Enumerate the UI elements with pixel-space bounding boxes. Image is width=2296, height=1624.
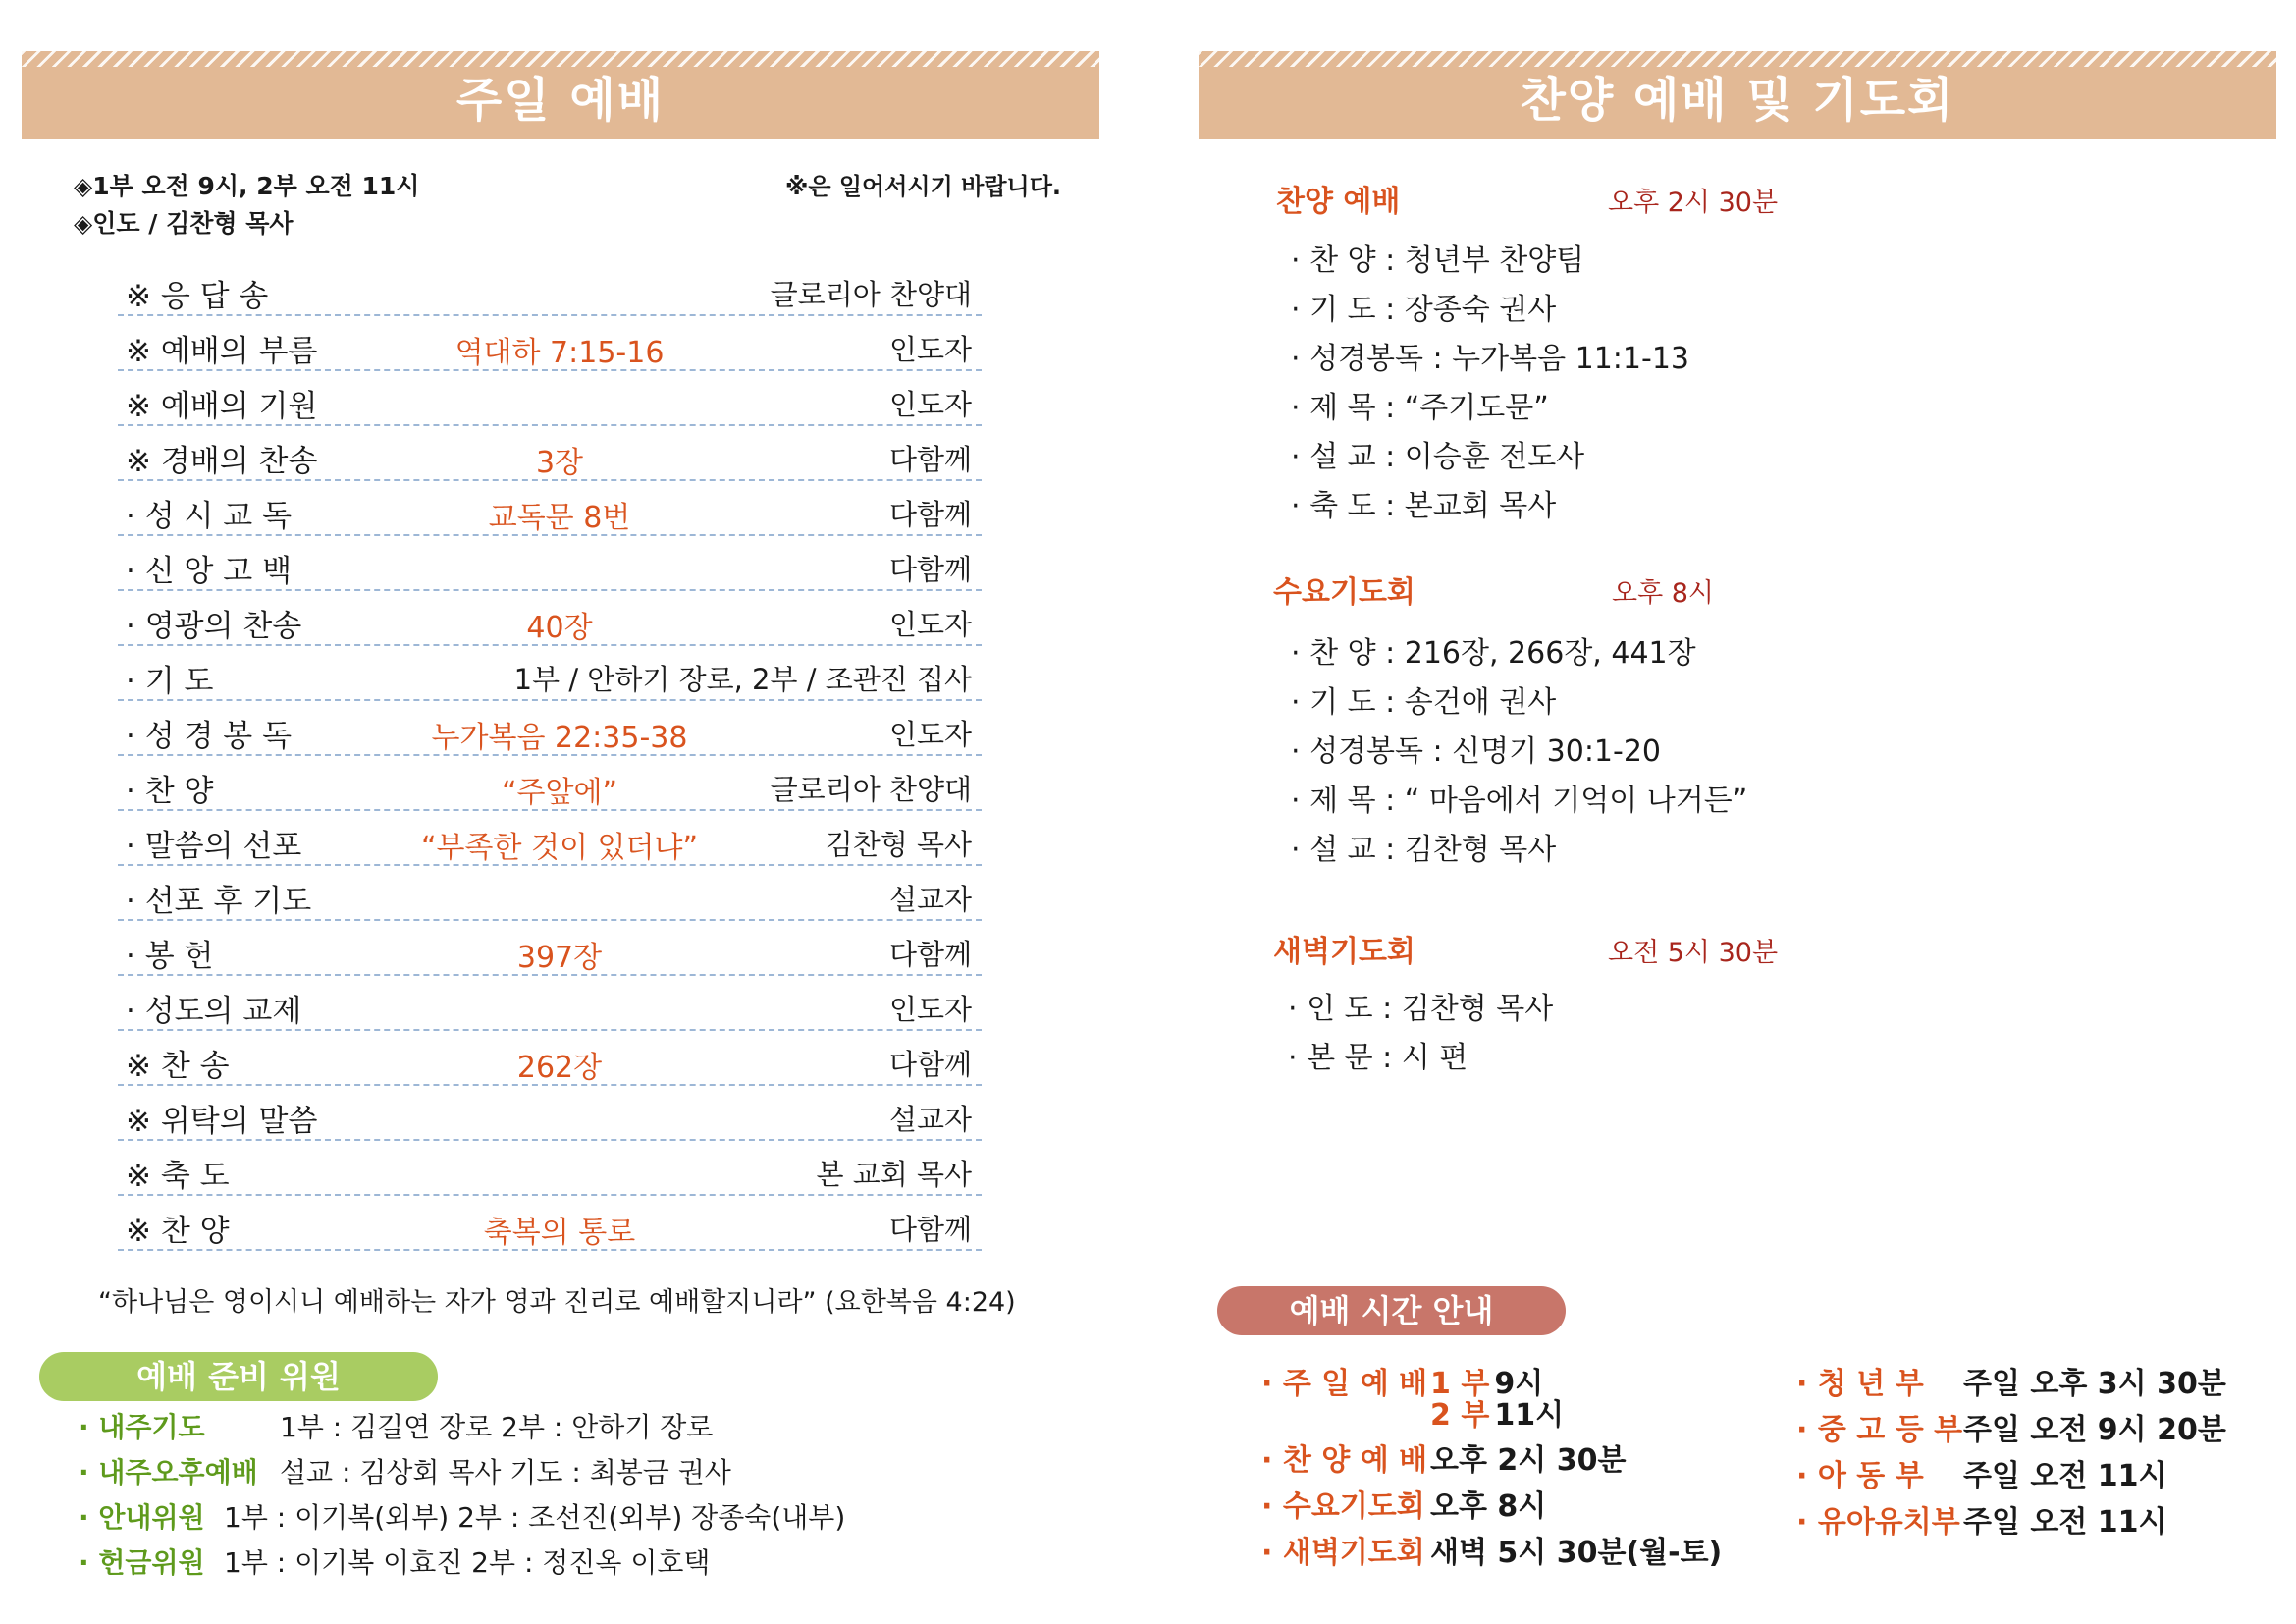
order-item-leader: 글로리아 찬양대 — [770, 278, 972, 311]
order-row — [118, 811, 982, 866]
order-row — [118, 921, 982, 976]
order-item-leader: 다함께 — [888, 1213, 972, 1246]
order-item-leader: 다함께 — [888, 1048, 972, 1081]
section-item: · 인 도 : 김찬형 목사 — [1288, 992, 1554, 1026]
order-item-leader: 인도자 — [888, 608, 972, 641]
order-row — [118, 866, 982, 921]
order-item-leader: 설교자 — [888, 883, 972, 916]
order-item-detail: 축복의 통로 — [483, 1216, 636, 1250]
stand-note: ※은 일어서시기 바랍니다. — [785, 173, 1061, 200]
order-row — [118, 1031, 982, 1086]
order-item-leader: 인도자 — [888, 718, 972, 751]
order-row — [118, 426, 982, 481]
section-item: · 찬 양 : 청년부 찬양팀 — [1291, 244, 1585, 278]
banner-stripes — [22, 51, 1099, 67]
order-item-label: ※ 축 도 — [126, 1159, 230, 1194]
order-item-label: · 성 시 교 독 — [126, 499, 293, 534]
times-row — [1796, 1497, 2167, 1541]
section-title-praise: 찬양 예배 — [1276, 185, 1401, 219]
order-item-leader: 다함께 — [888, 938, 972, 971]
order-row — [118, 316, 982, 371]
times-value: 오후 2시 30분 — [1430, 1443, 1627, 1478]
times-label: · 주 일 예 배 — [1261, 1367, 1428, 1401]
times-label: · 아 동 부 — [1796, 1459, 1924, 1493]
order-item-leader: 1부 / 안하기 장로, 2부 / 조관진 집사 — [513, 663, 972, 696]
prep-label: · 내주기도 — [79, 1411, 205, 1443]
order-row — [118, 756, 982, 811]
section-time: 오후 2시 30분 — [1608, 188, 1779, 218]
order-item-detail: 40장 — [526, 611, 593, 645]
section-item: · 성경봉독 : 누가복음 11:1-13 — [1291, 342, 1689, 376]
section-item: · 축 도 : 본교회 목사 — [1291, 489, 1557, 523]
order-of-service — [118, 261, 982, 1251]
section-item: · 성경봉독 : 신명기 30:1-20 — [1291, 734, 1662, 769]
service-times-title: 예배 시간 안내 — [1217, 1286, 1566, 1335]
times-label: · 찬 양 예 배 — [1261, 1443, 1428, 1478]
order-item-label: ※ 경배의 찬송 — [126, 444, 318, 479]
prep-line — [79, 1451, 731, 1490]
section-item: · 본 문 : 시 편 — [1288, 1041, 1468, 1075]
prep-line — [79, 1496, 845, 1536]
order-item-detail: 역대하 7:15-16 — [454, 336, 665, 370]
order-item-detail: “주앞에” — [501, 776, 618, 810]
order-item-label: ※ 찬 송 — [126, 1049, 230, 1084]
sunday-service-banner — [22, 51, 1099, 139]
times-value: 11시 — [1494, 1398, 1565, 1433]
prep-label: · 내주오후예배 — [79, 1456, 258, 1489]
section-item: · 찬 양 : 216장, 266장, 441장 — [1291, 636, 1696, 671]
section-item: · 기 도 : 장종숙 권사 — [1291, 293, 1557, 327]
order-item-label: · 봉 헌 — [126, 939, 214, 974]
order-item-detail: 397장 — [516, 941, 603, 975]
prep-text: 1부 : 이기복(외부) 2부 : 조선진(외부) 장종숙(내부) — [224, 1501, 846, 1534]
leader-info: ◈인도 / 김찬형 목사 — [74, 209, 294, 238]
times-label: · 청 년 부 — [1796, 1367, 1924, 1401]
prep-text: 1부 : 김길연 장로 2부 : 안하기 장로 — [280, 1411, 714, 1443]
order-row — [118, 1086, 982, 1141]
order-item-label: · 선포 후 기도 — [126, 884, 312, 919]
order-row — [118, 646, 982, 701]
order-item-leader: 글로리아 찬양대 — [770, 773, 972, 806]
praise-prayer-banner — [1199, 51, 2276, 139]
order-row — [118, 1196, 982, 1251]
order-item-label: ※ 응 답 송 — [126, 279, 269, 314]
order-item-leader: 다함께 — [888, 443, 972, 476]
times-row — [1796, 1405, 2226, 1448]
times-row — [1796, 1451, 2167, 1494]
order-item-leader: 설교자 — [888, 1103, 972, 1136]
section-item: · 설 교 : 이승훈 전도사 — [1291, 440, 1585, 474]
banner-title: 주일 예배 — [455, 73, 666, 128]
times-sub: 1 부 — [1430, 1367, 1490, 1401]
prep-text: 1부 : 이기복 이효진 2부 : 정진옥 이호택 — [224, 1546, 711, 1579]
times-value: 새벽 5시 30분(월-토) — [1430, 1536, 1723, 1570]
order-item-label: · 성도의 교제 — [126, 994, 302, 1029]
times-row-sunday-2 — [1430, 1390, 1564, 1434]
order-item-label: · 성 경 봉 독 — [126, 719, 293, 754]
times-label: · 유아유치부 — [1796, 1505, 1960, 1540]
service-times-info: ◈1부 오전 9시, 2부 오전 11시 — [74, 172, 420, 200]
prep-line — [79, 1542, 710, 1581]
section-title-dawn: 새벽기도회 — [1273, 935, 1415, 969]
order-row — [118, 536, 982, 591]
order-item-label: ※ 위탁의 말씀 — [126, 1104, 318, 1139]
times-value: 9시 — [1494, 1367, 1544, 1401]
times-row — [1261, 1435, 1626, 1479]
times-value: 주일 오전 11시 — [1963, 1505, 2167, 1540]
section-item: · 설 교 : 김찬형 목사 — [1291, 833, 1557, 867]
times-value: 주일 오전 9시 20분 — [1963, 1413, 2226, 1447]
order-row — [118, 591, 982, 646]
scripture-verse: “하나님은 영이시니 예배하는 자가 영과 진리로 예배할지니라” (요한복음 4:24) — [98, 1287, 1016, 1318]
times-label: · 새벽기도회 — [1261, 1536, 1425, 1570]
order-item-label: · 기 도 — [126, 664, 214, 699]
order-item-leader: 본 교회 목사 — [816, 1158, 972, 1191]
order-row — [118, 371, 982, 426]
order-row — [118, 1141, 982, 1196]
order-item-label: ※ 찬 양 — [126, 1214, 230, 1249]
order-item-leader: 다함께 — [888, 498, 972, 531]
banner-stripes — [1199, 51, 2276, 67]
order-item-detail: 누가복음 22:35-38 — [431, 721, 688, 755]
section-item: · 기 도 : 송건애 권사 — [1291, 685, 1557, 720]
order-item-leader: 다함께 — [888, 553, 972, 586]
times-value: 오후 8시 — [1430, 1489, 1547, 1524]
section-title-wednesday: 수요기도회 — [1273, 575, 1415, 610]
order-item-leader: 김찬형 목사 — [825, 828, 972, 861]
order-item-label: ※ 예배의 기원 — [126, 389, 318, 424]
order-item-label: · 찬 양 — [126, 774, 214, 809]
section-item: · 제 목 : “ 마음에서 기억이 나거든” — [1291, 784, 1748, 818]
times-value: 주일 오후 3시 30분 — [1963, 1367, 2226, 1401]
order-item-leader: 인도자 — [888, 333, 972, 366]
order-item-label: · 말씀의 선포 — [126, 829, 302, 864]
order-row — [118, 481, 982, 536]
order-row — [118, 701, 982, 756]
prep-label: · 헌금위원 — [79, 1546, 205, 1579]
times-label: · 수요기도회 — [1261, 1489, 1425, 1524]
times-row — [1796, 1359, 2226, 1402]
section-time: 오후 8시 — [1612, 578, 1715, 609]
order-item-detail: 262장 — [516, 1051, 603, 1085]
order-item-label: · 영광의 찬송 — [126, 609, 302, 644]
prep-label: · 안내위원 — [79, 1501, 205, 1534]
order-item-leader: 인도자 — [888, 388, 972, 421]
times-row — [1261, 1528, 1722, 1571]
order-row — [118, 261, 982, 316]
order-item-label: ※ 예배의 부름 — [126, 334, 318, 369]
order-row — [118, 976, 982, 1031]
section-item: · 제 목 : “주기도문” — [1291, 391, 1549, 425]
order-item-detail: 3장 — [535, 446, 584, 480]
order-item-leader: 인도자 — [888, 993, 972, 1026]
section-time: 오전 5시 30분 — [1608, 938, 1779, 968]
prep-committee-title: 예배 준비 위원 — [39, 1352, 438, 1401]
order-item-label: · 신 앙 고 백 — [126, 554, 293, 589]
prep-text: 설교 : 김상회 목사 기도 : 최봉금 권사 — [280, 1456, 731, 1489]
order-item-detail: 교독문 8번 — [488, 501, 631, 535]
times-sub: 2 부 — [1430, 1398, 1490, 1433]
prep-line — [79, 1406, 713, 1445]
times-label: · 중 고 등 부 — [1796, 1413, 1963, 1447]
times-value: 주일 오전 11시 — [1963, 1459, 2167, 1493]
times-row — [1261, 1482, 1546, 1525]
order-item-detail: “부족한 것이 있더냐” — [421, 831, 698, 865]
banner-title: 찬양 예배 및 기도회 — [1520, 73, 1955, 128]
